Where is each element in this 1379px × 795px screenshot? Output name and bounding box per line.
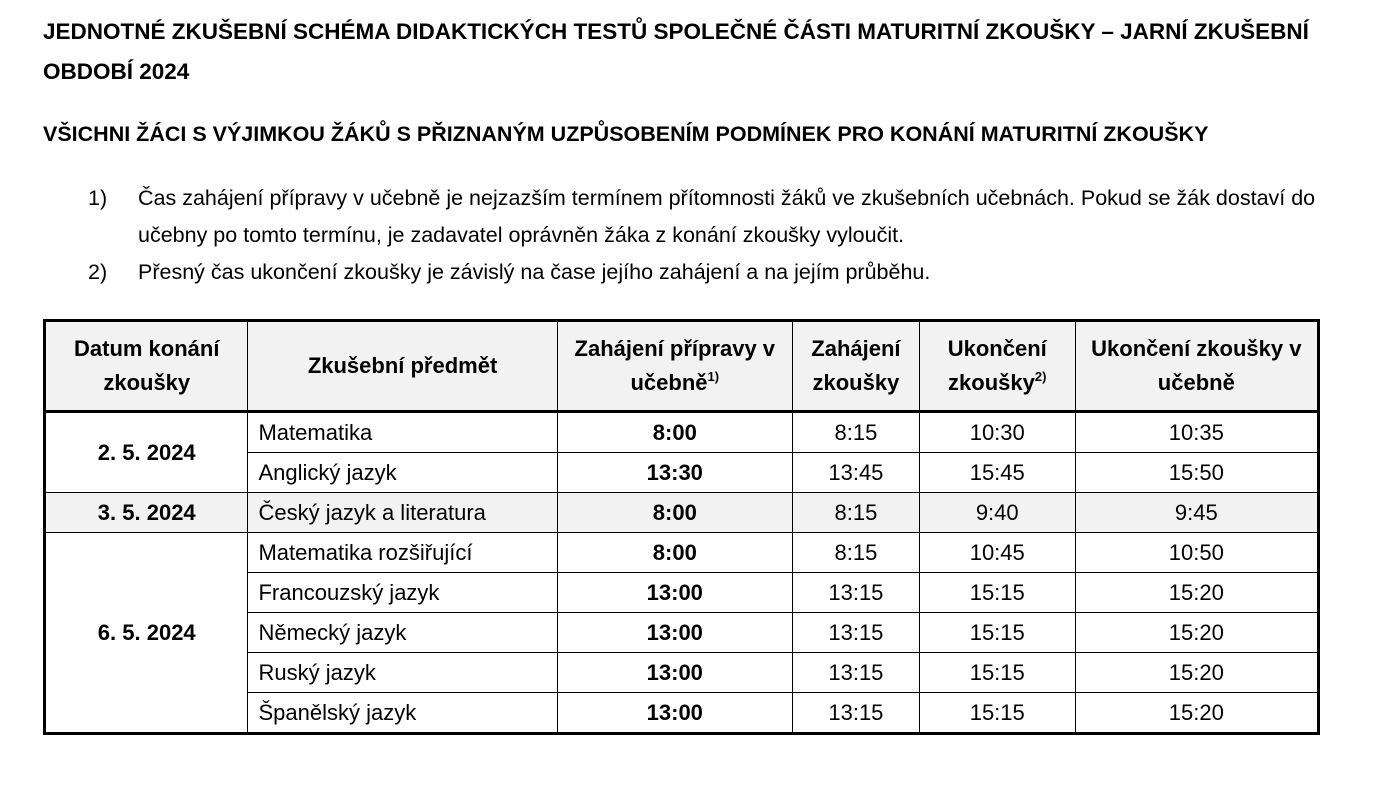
- subject-cell: Německý jazyk: [248, 613, 557, 653]
- date-cell: 3. 5. 2024: [45, 493, 248, 533]
- start-time-cell: 13:15: [792, 613, 919, 653]
- date-cell: 2. 5. 2024: [45, 412, 248, 493]
- subject-cell: Ruský jazyk: [248, 653, 557, 693]
- exam-schedule-table: [43, 319, 1320, 735]
- prep-time-cell: 13:00: [557, 693, 792, 734]
- end-room-time-cell: 15:20: [1075, 653, 1318, 693]
- notes-list: [88, 180, 1328, 291]
- date-group: [45, 412, 1319, 493]
- end-room-time-cell: 15:50: [1075, 453, 1318, 493]
- end-room-time-cell: 10:50: [1075, 533, 1318, 573]
- note-number: 1): [88, 186, 108, 210]
- header-prep-label: Zahájení přípravy v učebně: [574, 336, 776, 395]
- table-header-row: [45, 321, 1319, 412]
- footnote-marker: 1): [707, 369, 720, 384]
- note-item: [88, 254, 1328, 291]
- subject-cell: Český jazyk a literatura: [248, 493, 557, 533]
- subject-cell: Francouzský jazyk: [248, 573, 557, 613]
- date-group: [45, 533, 1319, 734]
- subject-cell: Anglický jazyk: [248, 453, 557, 493]
- end-time-cell: 15:15: [919, 613, 1075, 653]
- note-item: [88, 180, 1328, 254]
- start-time-cell: 8:15: [792, 412, 919, 453]
- prep-time-cell: 8:00: [557, 493, 792, 533]
- end-time-cell: 10:45: [919, 533, 1075, 573]
- start-time-cell: 13:15: [792, 653, 919, 693]
- header-prep: [557, 321, 792, 412]
- prep-time-cell: 13:30: [557, 453, 792, 493]
- prep-time-cell: 8:00: [557, 412, 792, 453]
- end-time-cell: 15:45: [919, 453, 1075, 493]
- prep-time-cell: 13:00: [557, 573, 792, 613]
- footnote-marker: 2): [1034, 369, 1047, 384]
- start-time-cell: 8:15: [792, 493, 919, 533]
- end-room-time-cell: 15:20: [1075, 693, 1318, 734]
- table-row: [45, 493, 1319, 533]
- prep-time-cell: 13:00: [557, 653, 792, 693]
- subject-cell: Španělský jazyk: [248, 693, 557, 734]
- table-row: [45, 533, 1319, 573]
- end-room-time-cell: 15:20: [1075, 573, 1318, 613]
- header-start: Zahájení zkoušky: [792, 321, 919, 412]
- header-end-room: Ukončení zkoušky v učebně: [1075, 321, 1318, 412]
- date-cell: 6. 5. 2024: [45, 533, 248, 734]
- date-group: [45, 493, 1319, 533]
- table-row: [45, 412, 1319, 453]
- start-time-cell: 13:15: [792, 573, 919, 613]
- document-subtitle: VŠICHNI ŽÁCI S VÝJIMKOU ŽÁKŮ S PŘIZNANÝM UZPŮSOBENÍM PODMÍNEK PRO KONÁNÍ MATURITNÍ ZKOUŠKY: [43, 122, 1209, 146]
- note-text: Přesný čas ukončení zkoušky je závislý na čase jejího zahájení a na jejím průběhu.: [138, 260, 931, 284]
- header-end: [919, 321, 1075, 412]
- header-subject: Zkušební předmět: [248, 321, 557, 412]
- end-time-cell: 15:15: [919, 693, 1075, 734]
- header-end-label: Ukončení zkoušky: [947, 336, 1047, 395]
- end-time-cell: 15:15: [919, 653, 1075, 693]
- end-time-cell: 9:40: [919, 493, 1075, 533]
- end-room-time-cell: 15:20: [1075, 613, 1318, 653]
- prep-time-cell: 8:00: [557, 533, 792, 573]
- header-date: Datum konání zkoušky: [45, 321, 248, 412]
- start-time-cell: 13:45: [792, 453, 919, 493]
- prep-time-cell: 13:00: [557, 613, 792, 653]
- subject-cell: Matematika rozšiřující: [248, 533, 557, 573]
- note-text: Čas zahájení přípravy v učebně je nejzazším termínem přítomnosti žáků ve zkušebních učebnách. Pokud se žák dostaví do učebny po tomto termínu, je zadavatel oprávněn žáka z konání zkoušky vyloučit.: [138, 186, 1316, 247]
- end-room-time-cell: 9:45: [1075, 493, 1318, 533]
- document-title: JEDNOTNÉ ZKUŠEBNÍ SCHÉMA DIDAKTICKÝCH TESTŮ SPOLEČNÉ ČÁSTI MATURITNÍ ZKOUŠKY – JARNÍ ZKUŠEBNÍ OBDOBÍ 2024: [43, 19, 1309, 84]
- end-room-time-cell: 10:35: [1075, 412, 1318, 453]
- start-time-cell: 13:15: [792, 693, 919, 734]
- note-number: 2): [88, 260, 108, 284]
- end-time-cell: 10:30: [919, 412, 1075, 453]
- end-time-cell: 15:15: [919, 573, 1075, 613]
- start-time-cell: 8:15: [792, 533, 919, 573]
- subject-cell: Matematika: [248, 412, 557, 453]
